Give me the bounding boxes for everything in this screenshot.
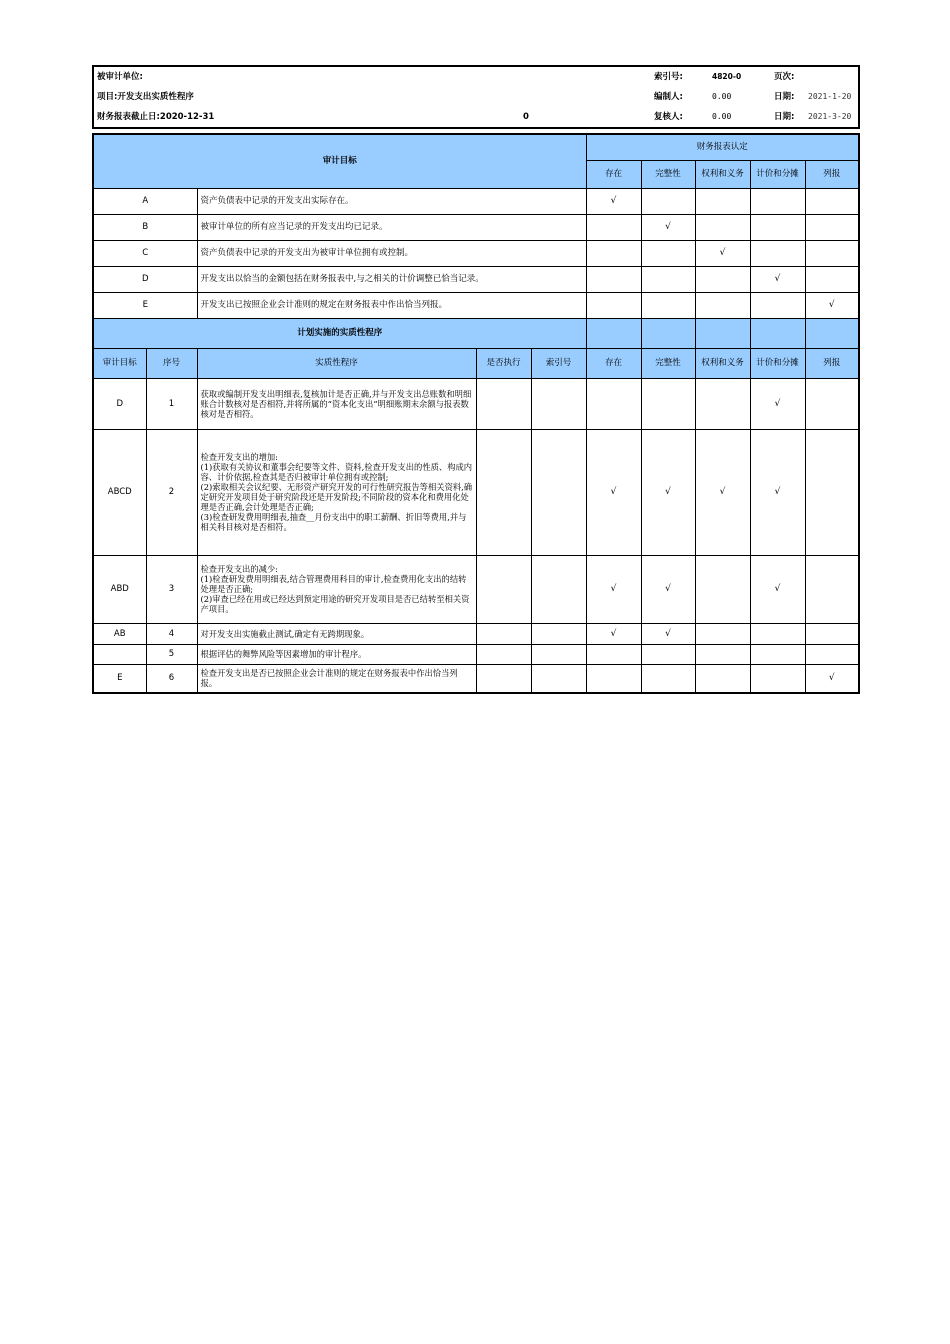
- tick-mark: √: [750, 378, 805, 429]
- tick-mark: √: [805, 292, 859, 318]
- procedure-number: 2: [146, 429, 197, 555]
- tick-mark: [750, 188, 805, 214]
- procedure-number: 4: [146, 623, 197, 644]
- tick-mark: [641, 188, 695, 214]
- procedure-text: 检查开发支出的增加: (1)获取有关协议和董事会纪要等文件、资料,检查开发支出的性质、构成内容、计价依据,检查其是否归被审计单位拥有或控制; (2)索取相关会议纪要、无形资产研究开发的可行性研究报告等相关资料,确定研究开发项目处于研究阶段还是开发阶段;不同阶段的资本化和费用化处理是否正确,会计处理是否正确; (3)检查研发费用明细表,抽查__月份支出中的职工薪酬、折旧等费用,并与相关科目核对是否相符。: [197, 429, 476, 555]
- objective-row: [93, 266, 859, 292]
- column-header: 权利和义务: [695, 348, 750, 378]
- index-cell[interactable]: [531, 378, 586, 429]
- reviewer-label: 复核人:: [654, 112, 683, 122]
- assertion-header: 权利和义务: [695, 160, 750, 188]
- assertion-header: 存在: [586, 160, 641, 188]
- period-label: 财务报表截止日:2020-12-31: [97, 112, 215, 122]
- procedures-header-row: [93, 348, 859, 378]
- executed-cell[interactable]: [476, 644, 531, 664]
- column-header: 计价和分摊: [750, 348, 805, 378]
- procedure-text: 检查开发支出的减少: (1)检查研发费用明细表,结合管理费用科目的审计,检查费用化支出的结转处理是否正确; (2)审查已经在用或已经达到预定用途的研究开发项目是否已结转至相关资产项目。: [197, 555, 476, 623]
- column-header: 完整性: [641, 348, 695, 378]
- index-cell[interactable]: [531, 664, 586, 693]
- tick-mark: [805, 623, 859, 644]
- date1-label: 日期:: [774, 92, 795, 102]
- tick-mark: [805, 378, 859, 429]
- tick-mark: √: [586, 429, 641, 555]
- audit-worksheet: [92, 65, 858, 694]
- column-header: 实质性程序: [197, 348, 476, 378]
- procedure-number: 1: [146, 378, 197, 429]
- preparer-label: 编制人:: [654, 92, 683, 102]
- index-label: 索引号:: [654, 72, 683, 82]
- column-header: 存在: [586, 348, 641, 378]
- tick-mark: [586, 214, 641, 240]
- procedure-target: E: [93, 664, 146, 693]
- executed-cell[interactable]: [476, 623, 531, 644]
- procedure-number: 6: [146, 664, 197, 693]
- tick-mark: [586, 240, 641, 266]
- column-header: 序号: [146, 348, 197, 378]
- index-cell[interactable]: [531, 555, 586, 623]
- index-cell[interactable]: [531, 429, 586, 555]
- procedure-row: [93, 644, 859, 664]
- tick-mark: [805, 429, 859, 555]
- objectives-title: 审计目标: [93, 134, 586, 188]
- reviewer-value: 0.00: [712, 112, 732, 121]
- page-label: 页次:: [774, 72, 795, 82]
- objective-text: 开发支出以恰当的金额包括在财务报表中,与之相关的计价调整已恰当记录。: [197, 266, 586, 292]
- procedure-number: 5: [146, 644, 197, 664]
- tick-mark: [750, 644, 805, 664]
- tick-mark: [641, 240, 695, 266]
- tick-mark: [586, 292, 641, 318]
- tick-mark: [641, 292, 695, 318]
- tick-mark: [805, 188, 859, 214]
- index-value: 4820-0: [712, 72, 742, 81]
- objective-row: [93, 292, 859, 318]
- tick-mark: √: [641, 429, 695, 555]
- assertion-header: 完整性: [641, 160, 695, 188]
- objective-text: 被审计单位的所有应当记录的开发支出均已记录。: [197, 214, 586, 240]
- worksheet-header: [92, 65, 860, 129]
- tick-mark: [695, 378, 750, 429]
- tick-mark: √: [641, 623, 695, 644]
- procedure-row: [93, 429, 859, 555]
- tick-mark: [695, 188, 750, 214]
- index-cell[interactable]: [531, 623, 586, 644]
- tick-mark: √: [805, 664, 859, 693]
- tick-mark: √: [586, 188, 641, 214]
- tick-mark: √: [641, 555, 695, 623]
- preparer-value: 0.00: [712, 92, 732, 101]
- procedure-target: ABCD: [93, 429, 146, 555]
- date2-label: 日期:: [774, 112, 795, 122]
- column-header: 索引号: [531, 348, 586, 378]
- executed-cell[interactable]: [476, 664, 531, 693]
- executed-cell[interactable]: [476, 378, 531, 429]
- objective-row: [93, 188, 859, 214]
- tick-mark: √: [641, 214, 695, 240]
- objective-code: A: [93, 188, 197, 214]
- column-header: 列报: [805, 348, 859, 378]
- procedure-grid: [92, 133, 860, 694]
- procedure-text: 对开发支出实施截止测试,确定有无跨期现象。: [197, 623, 476, 644]
- tick-mark: [695, 555, 750, 623]
- tick-mark: [750, 240, 805, 266]
- procedure-row: [93, 664, 859, 693]
- tick-mark: [586, 644, 641, 664]
- tick-mark: [805, 644, 859, 664]
- procedure-text: 检查开发支出是否已按照企业会计准则的规定在财务报表中作出恰当列报。: [197, 664, 476, 693]
- tick-mark: [750, 623, 805, 644]
- procedure-target: D: [93, 378, 146, 429]
- tick-mark: [695, 214, 750, 240]
- procedure-target: [93, 644, 146, 664]
- procedures-title: 计划实施的实质性程序: [93, 318, 586, 348]
- tick-mark: [805, 214, 859, 240]
- procedure-target: AB: [93, 623, 146, 644]
- procedure-number: 3: [146, 555, 197, 623]
- date2-value: 2021-3-20: [808, 112, 852, 121]
- executed-cell[interactable]: [476, 555, 531, 623]
- procedure-text: 获取或编制开发支出明细表,复核加计是否正确,并与开发支出总账数和明细账合计数核对是否相符,并将所属的“资本化支出”明细账期末余额与报表数核对是否相符。: [197, 378, 476, 429]
- objective-row: [93, 240, 859, 266]
- objective-code: D: [93, 266, 197, 292]
- tick-mark: [641, 266, 695, 292]
- date1-value: 2021-1-20: [808, 92, 852, 101]
- tick-mark: √: [586, 555, 641, 623]
- tick-mark: √: [750, 555, 805, 623]
- procedure-row: [93, 555, 859, 623]
- tick-mark: [695, 292, 750, 318]
- procedure-row: [93, 378, 859, 429]
- assertion-header: 计价和分摊: [750, 160, 805, 188]
- procedure-text: 根据评估的舞弊风险等因素增加的审计程序。: [197, 644, 476, 664]
- project-label: 项目:开发支出实质性程序: [97, 92, 194, 102]
- tick-mark: [805, 555, 859, 623]
- tick-mark: [586, 266, 641, 292]
- assertion-header: 列报: [805, 160, 859, 188]
- objective-text: 开发支出已按照企业会计准则的规定在财务报表中作出恰当列报。: [197, 292, 586, 318]
- tick-mark: [695, 266, 750, 292]
- objective-text: 资产负债表中记录的开发支出为被审计单位拥有或控制。: [197, 240, 586, 266]
- objective-text: 资产负债表中记录的开发支出实际存在。: [197, 188, 586, 214]
- column-header: 审计目标: [93, 348, 146, 378]
- tick-mark: [695, 664, 750, 693]
- tick-mark: [805, 266, 859, 292]
- tick-mark: √: [586, 623, 641, 644]
- audited-unit-label: 被审计单位:: [97, 72, 143, 82]
- tick-mark: √: [695, 429, 750, 555]
- tick-mark: [695, 644, 750, 664]
- tick-mark: [750, 664, 805, 693]
- tick-mark: [750, 292, 805, 318]
- tick-mark: [695, 623, 750, 644]
- objective-code: B: [93, 214, 197, 240]
- tick-mark: [586, 378, 641, 429]
- tick-mark: √: [750, 266, 805, 292]
- assertion-group-header: 财务报表认定: [586, 134, 859, 160]
- tick-mark: [805, 240, 859, 266]
- tick-mark: [641, 664, 695, 693]
- objective-code: E: [93, 292, 197, 318]
- procedure-target: ABD: [93, 555, 146, 623]
- tick-mark: √: [750, 429, 805, 555]
- index-cell[interactable]: [531, 644, 586, 664]
- objective-code: C: [93, 240, 197, 266]
- objective-row: [93, 214, 859, 240]
- middle-value: 0: [523, 112, 529, 122]
- tick-mark: √: [695, 240, 750, 266]
- executed-cell[interactable]: [476, 429, 531, 555]
- procedure-row: [93, 623, 859, 644]
- tick-mark: [641, 378, 695, 429]
- tick-mark: [750, 214, 805, 240]
- tick-mark: [586, 664, 641, 693]
- column-header: 是否执行: [476, 348, 531, 378]
- tick-mark: [641, 644, 695, 664]
